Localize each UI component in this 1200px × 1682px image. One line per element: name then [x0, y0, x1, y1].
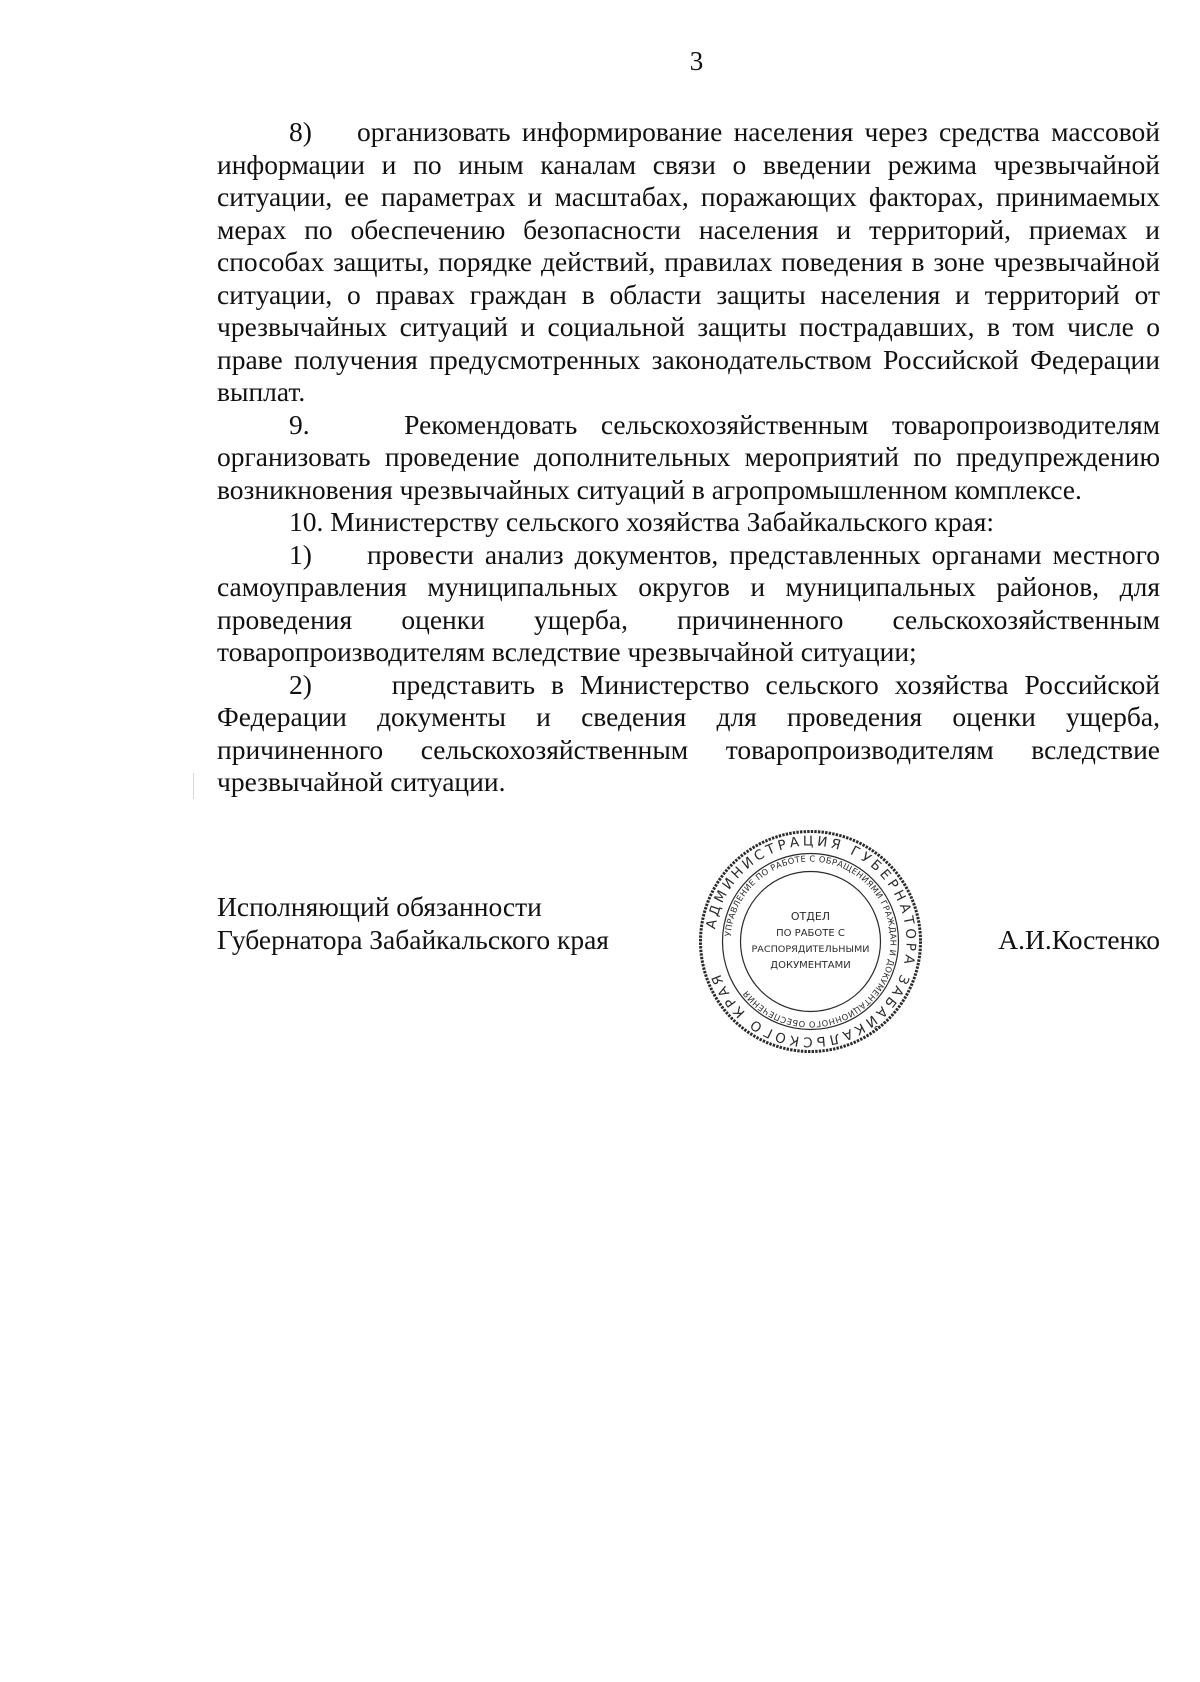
- signature-block: [217, 891, 1160, 971]
- seal-outer-textpath: АДМИНИСТРАЦИЯ ГУБЕРНАТОРА ЗАБАЙКАЛЬСКОГО КРАЯ: [703, 833, 919, 1050]
- paragraph-item-10-1: 1) провести анализ документов, представленных органами местного самоуправления муниципальных округов и муниципальных районов, для проведения оценки ущерба, причиненного сельскохозяйственным товаропроизводителям вследствие чрезвычайной ситуации;: [217, 538, 1160, 667]
- paragraph-item-8: 8) организовать информирование населения через средства массовой информации и по иным каналам связи о введении режима чрезвычайной ситуации, ее параметрах и масштабах, поражающих факторах, принимаемых мерах по обеспечению безопасности населения и территорий, приемах и способах защиты, порядке действий, правилах поведения в зоне чрезвычайной ситуации, о правах граждан в области защиты населения и территорий от чрезвычайных ситуаций и социальной защиты пострадавших, в том числе о праве получения предусмотренных законодательством Российской Федерации выплат.: [217, 116, 1160, 407]
- seal-center-line-4: ДОКУМЕНТАМИ: [770, 960, 851, 971]
- paragraph-item-9: 9. Рекомендовать сельскохозяйственным товаропроизводителям организовать проведение дополнительных мероприятий по предупреждению возникновения чрезвычайных ситуаций в агропромышленном комплексе.: [217, 408, 1160, 505]
- signatory-position-line-2: Губернатора Забайкальского края: [217, 923, 609, 955]
- page-number: 3: [689, 46, 704, 76]
- scan-artifact: [193, 773, 194, 799]
- seal-center-line-1: ОТДЕЛ: [790, 910, 831, 923]
- official-seal: [697, 828, 924, 1055]
- seal-ring-3: [741, 872, 881, 1012]
- signatory-position: [217, 891, 609, 956]
- seal-outer-text: [703, 833, 918, 1049]
- paragraph-item-10-2: 2) представить в Министерство сельского хозяйства Российской Федерации документы и сведения для проведения оценки ущерба, причиненного сельскохозяйственным товаропроизводителям вследствие чрезвычайной ситуации.: [217, 668, 1160, 797]
- seal-inner-textpath: УПРАВЛЕНИЕ ПО РАБОТЕ С ОБРАЩЕНИЯМИ ГРАЖДАН И ДОКУМЕНТАЦИОННОГО ОБЕСПЕЧЕНИЯ: [722, 853, 899, 1030]
- seal-center-line-3: РАСПОРЯДИТЕЛЬНЫМИ: [751, 945, 870, 955]
- seal-outer-ring: [701, 832, 921, 1052]
- signatory-name: А.И.Костенко: [998, 923, 1160, 955]
- seal-center-line-2: ПО РАБОТЕ С: [776, 928, 845, 939]
- seal-inner-text: [723, 853, 899, 1029]
- document-body: [217, 116, 1160, 799]
- paragraph-item-10: 10. Министерству сельского хозяйства Забайкальского края:: [289, 506, 994, 537]
- signatory-position-line-1: Исполняющий обязанности: [217, 891, 542, 922]
